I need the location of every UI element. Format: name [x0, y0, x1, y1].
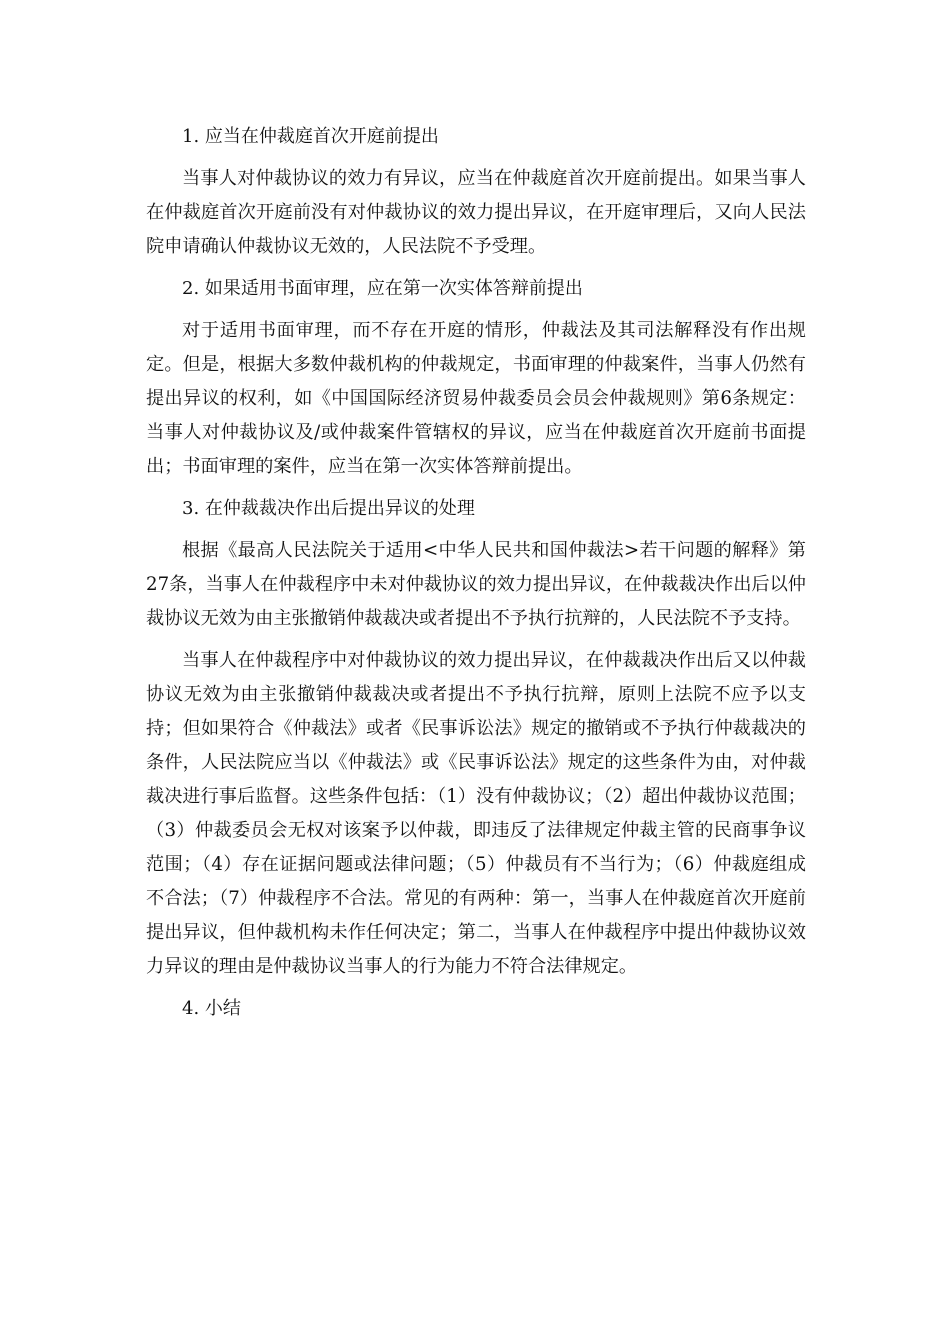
paragraph-4: 当事人在仲裁程序中对仲裁协议的效力提出异议，在仲裁裁决作出后又以仲裁协议无效为由主张撤销仲裁裁决或者提出不予执行抗辩，原则上法院不应予以支持；但如果符合《仲裁法》或者《民事诉讼法》规定的撤销或不予执行仲裁裁决的条件，人民法院应当以《仲裁法》或《民事诉讼法》规定的这些条件为由，对仲裁裁决进行事后监督。这些条件包括：（1）没有仲裁协议；（2）超出仲裁协议范围；（3）仲裁委员会无权对该案予以仲裁，即违反了法律规定仲裁主管的民商事争议范围；（4）存在证据问题或法律问题；（5）仲裁员有不当行为；（6）仲裁庭组成不合法；（7）仲裁程序不合法。常见的有两种：第一，当事人在仲裁庭首次开庭前提出异议，但仲裁机构未作任何决定；第二，当事人在仲裁程序中提出仲裁协议效力异议的理由是仲裁协议当事人的行为能力不符合法律规定。 — [146, 650, 806, 977]
section-heading-4: 4. 小结 — [182, 998, 241, 1019]
paragraph-1: 当事人对仲裁协议的效力有异议，应当在仲裁庭首次开庭前提出。如果当事人在仲裁庭首次开庭前没有对仲裁协议的效力提出异议，在开庭审理后，又向人民法院申请确认仲裁协议无效的，人民法院不予受理。 — [146, 168, 806, 257]
section-heading-3: 3. 在仲裁裁决作出后提出异议的处理 — [182, 498, 475, 519]
paragraph-3: 根据《最高人民法院关于适用<中华人民共和国仲裁法>若干问题的解释》第27条，当事人在仲裁程序中未对仲裁协议的效力提出异议，在仲裁裁决作出后以仲裁协议无效为由主张撤销仲裁裁决或者提出不予执行抗辩的，人民法院不予支持。 — [146, 540, 806, 629]
paragraph-2: 对于适用书面审理，而不存在开庭的情形，仲裁法及其司法解释没有作出规定。但是，根据大多数仲裁机构的仲裁规定，书面审理的仲裁案件，当事人仍然有提出异议的权利，如《中国国际经济贸易仲裁委员会员会仲裁规则》第6条规定：当事人对仲裁协议及/或仲裁案件管辖权的异议，应当在仲裁庭首次开庭前书面提出；书面审理的案件，应当在第一次实体答辩前提出。 — [146, 320, 806, 477]
section-heading-1: 1. 应当在仲裁庭首次开庭前提出 — [182, 126, 439, 147]
section-heading-2: 2. 如果适用书面审理，应在第一次实体答辩前提出 — [182, 278, 583, 299]
document-body — [146, 120, 806, 1034]
